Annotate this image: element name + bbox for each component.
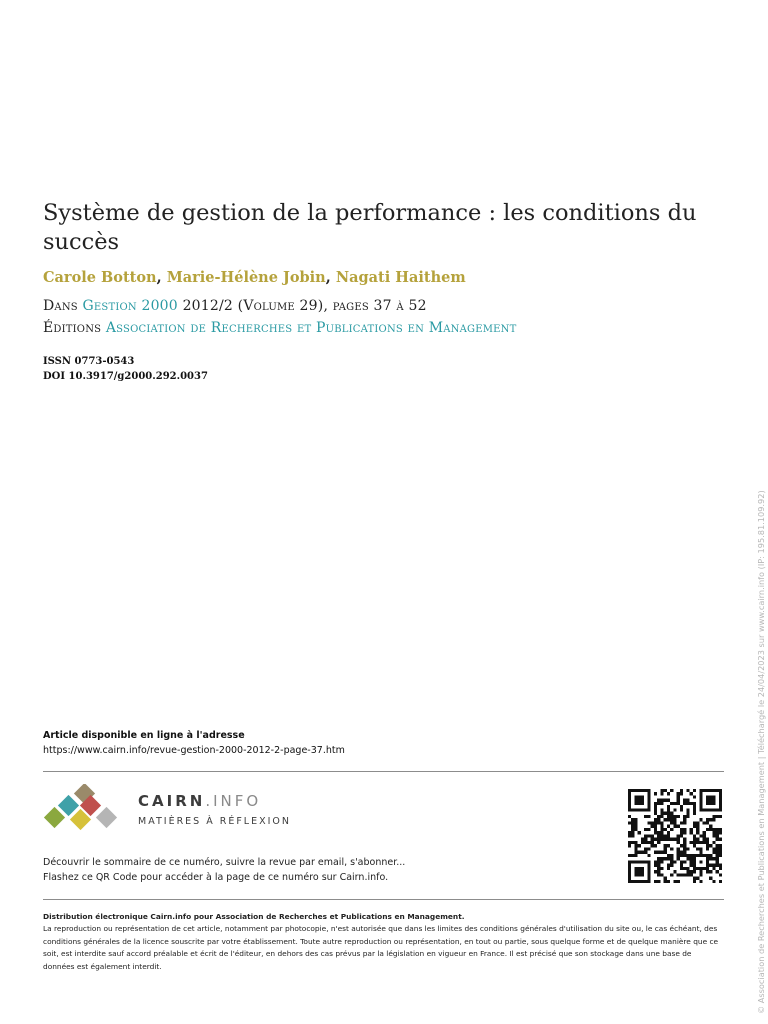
legal-heading: Distribution électronique Cairn.info pour Association de Recherches et Publications en Management.: [43, 912, 465, 921]
doi: DOI 10.3917/g2000.292.0037: [43, 371, 208, 382]
divider-bottom: [43, 899, 724, 900]
brand-name: [138, 792, 291, 810]
publisher-line: [43, 320, 516, 336]
logo-tile: [58, 795, 79, 816]
journal-link[interactable]: Gestion 2000: [82, 298, 178, 314]
discover-line: Découvrir le sommaire de ce numéro, suivre la revue par email, s'abonner...: [43, 857, 406, 868]
issue-info: 2012/2 (Volume 29): [182, 298, 324, 314]
logo-tile: [96, 807, 117, 828]
author-link[interactable]: Marie-Hélène Jobin: [166, 269, 326, 286]
qr-code-icon[interactable]: [627, 789, 723, 883]
publisher-prefix: Éditions: [43, 320, 102, 336]
cairn-brand[interactable]: [138, 792, 291, 827]
identifiers: [43, 354, 208, 384]
publisher-link[interactable]: Association de Recherches et Publications en Management: [105, 320, 517, 336]
author-link[interactable]: Nagati Haithem: [335, 269, 466, 286]
discover-line: Flashez ce QR Code pour accéder à la page de ce numéro sur Cairn.info.: [43, 872, 389, 883]
author-separator: ,: [156, 269, 167, 286]
article-title: Système de gestion de la performance : les conditions du succès: [43, 200, 697, 255]
legal-notice: [43, 911, 725, 973]
brand-tagline: MATIÈRES À RÉFLEXION: [138, 816, 291, 827]
brand-name-suffix: .INFO: [205, 792, 262, 810]
author-link[interactable]: Carole Botton: [43, 269, 157, 286]
author-separator: ,: [325, 269, 336, 286]
page-range: , pages 37 à 52: [323, 298, 427, 314]
discover-text: [43, 855, 405, 885]
download-notice: © Association de Recherches et Publications en Management | Téléchargé le 24/04/2023 sur www.cairn.info (IP: 195.81.109.92): [756, 490, 766, 1014]
article-url-link[interactable]: https://www.cairn.info/revue-gestion-2000-2012-2-page-37.htm: [43, 745, 345, 756]
issn: ISSN 0773-0543: [43, 356, 135, 367]
journal-prefix: Dans: [43, 298, 78, 314]
author-list: [43, 269, 466, 286]
divider-top: [43, 771, 724, 772]
brand-name-main: CAIRN: [138, 792, 206, 810]
cairn-logo-icon: [43, 784, 133, 836]
availability-label: Article disponible en ligne à l'adresse: [43, 730, 245, 741]
journal-line: [43, 298, 427, 314]
legal-body: La reproduction ou représentation de cet article, notamment par photocopie, n'est autorisée que dans les limites des conditions générales d'utilisation du site ou, le cas échéant, des conditions générales de la licence souscrite par votre établissement. Toute autre reproduction ou représentation, en tout ou partie, sous quelque forme et de quelque manière que ce soit, est interdite sauf accord préalable et écrit de l'éditeur, en dehors des cas prévus par la législation en vigueur en France. Il est précisé que son stockage dans une base de données est également interdit.: [43, 924, 719, 971]
logo-tile: [44, 807, 65, 828]
availability: [43, 728, 345, 758]
